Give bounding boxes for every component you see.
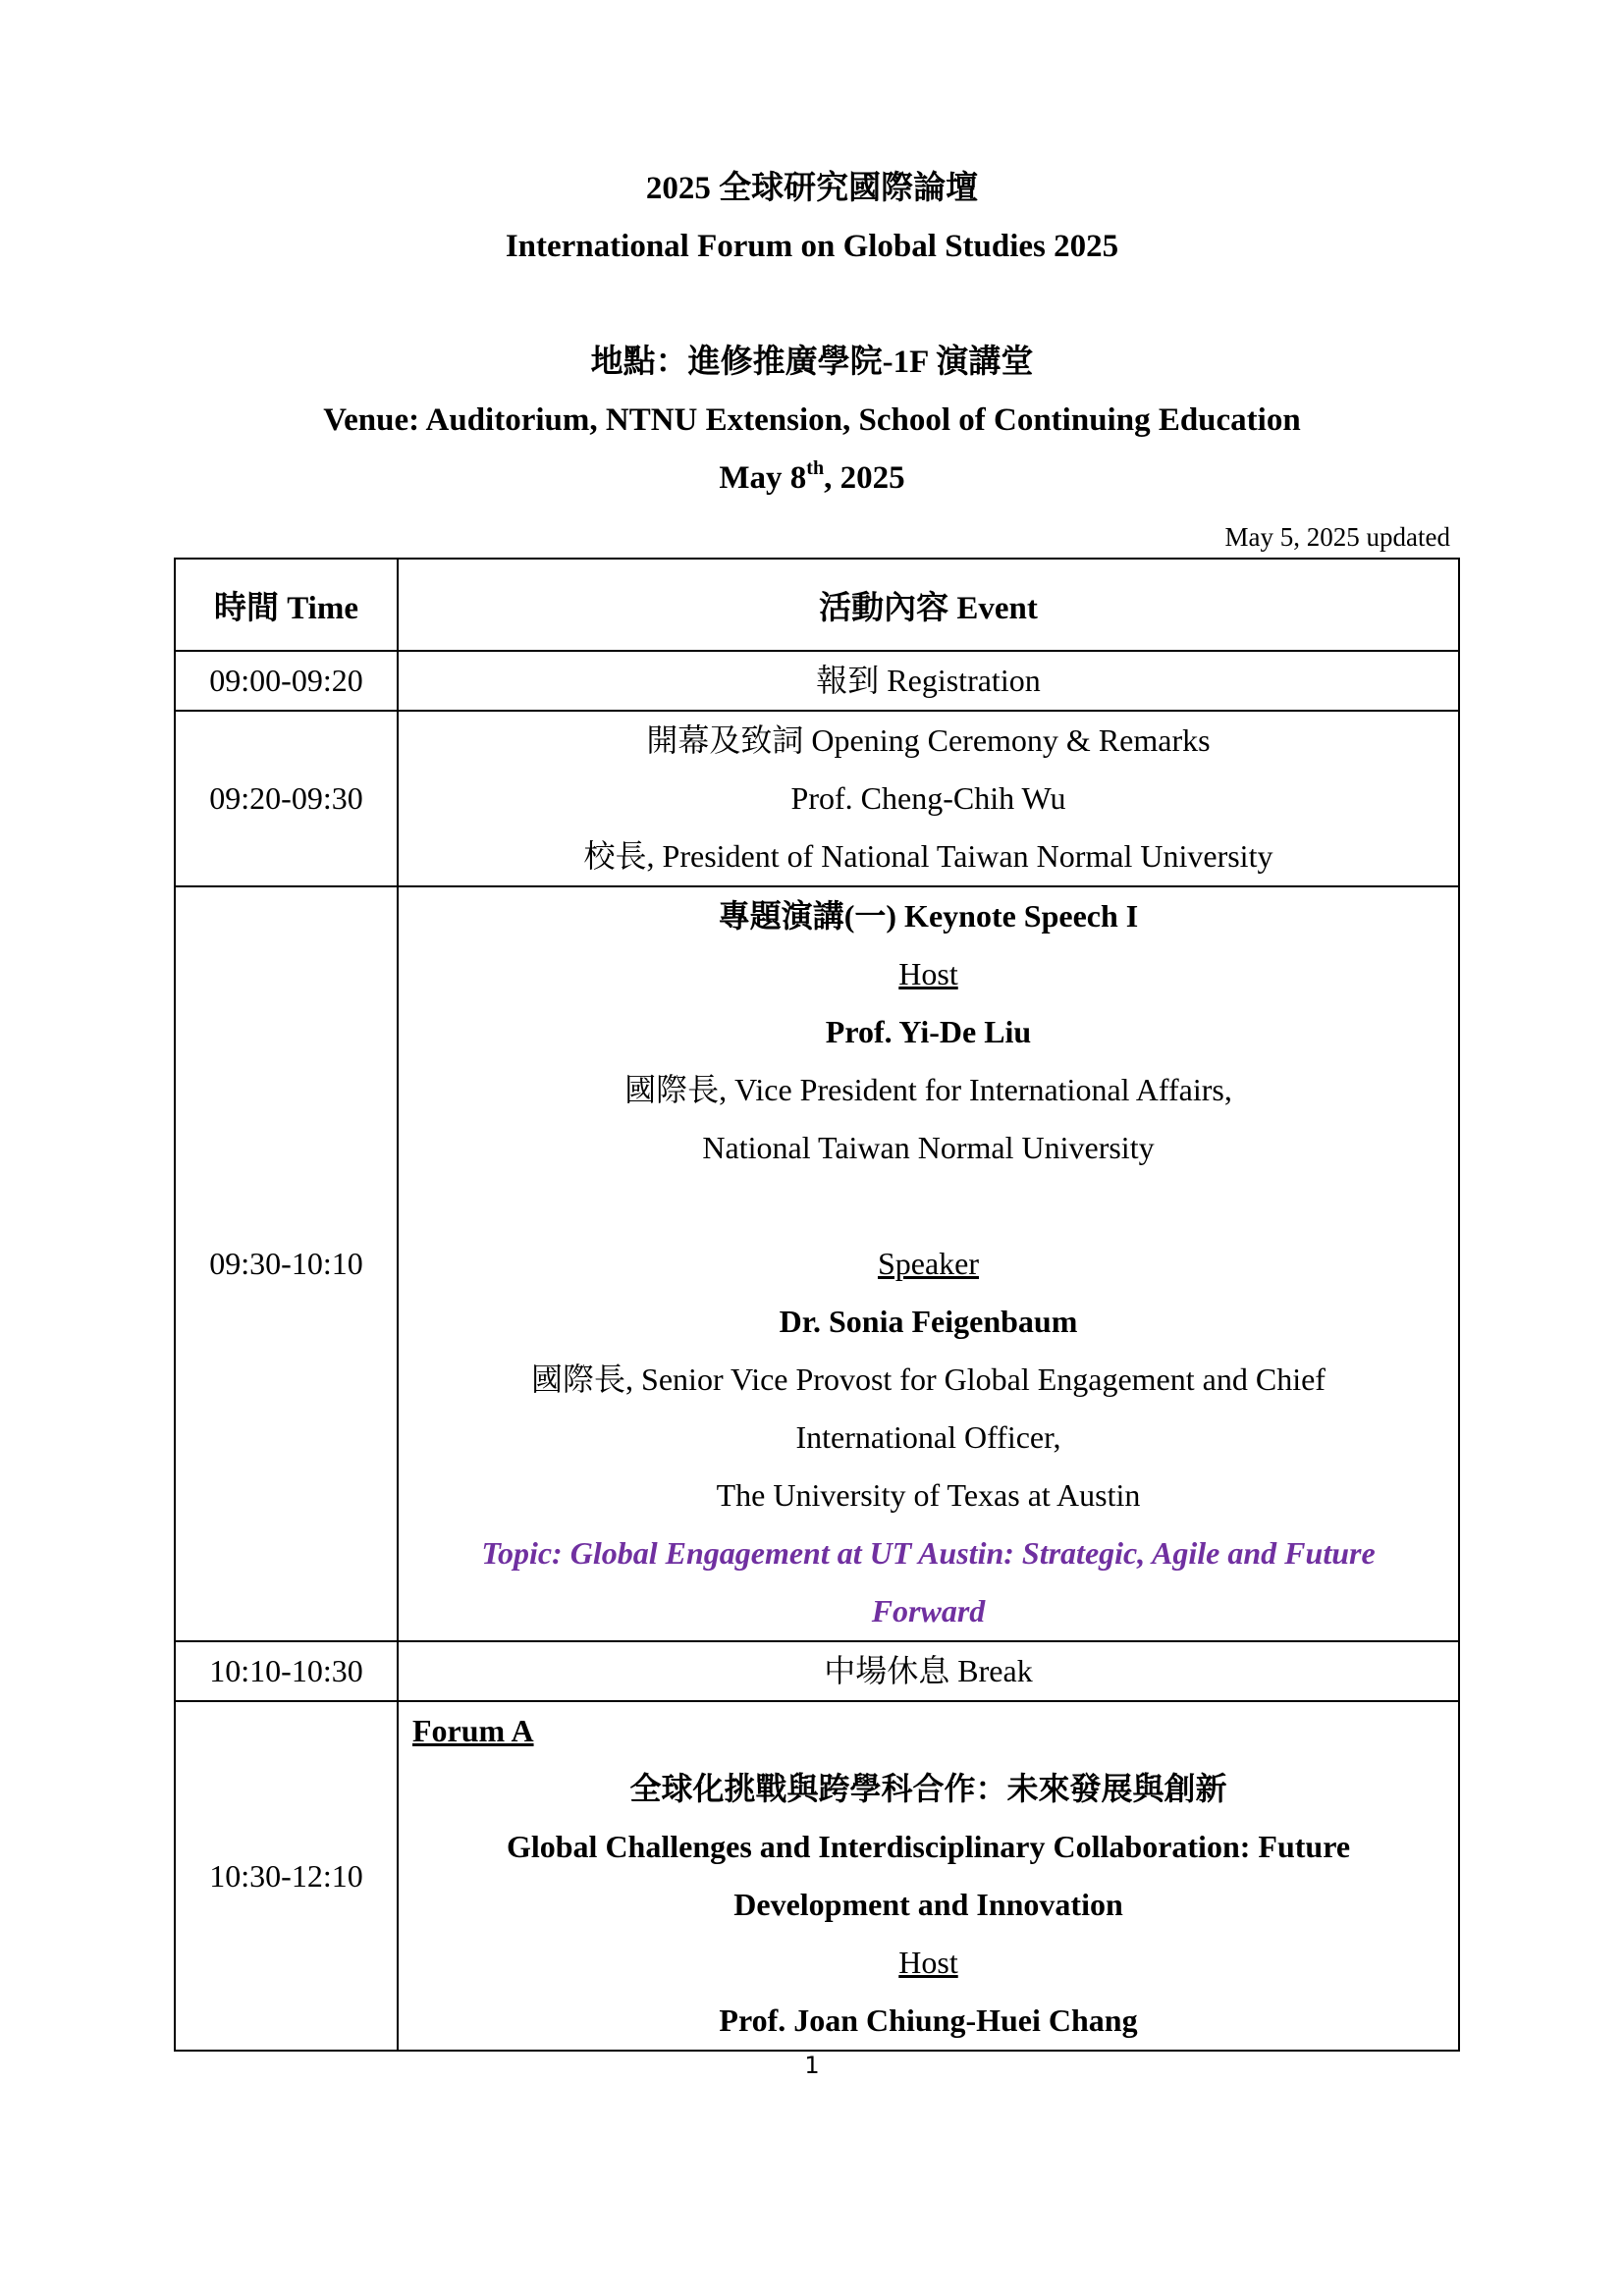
table-header-row xyxy=(175,559,1459,651)
spacer xyxy=(399,1177,1458,1235)
host-affiliation: 國際長, Vice President for International Affairs, xyxy=(624,1072,1232,1107)
speaker-affiliation: International Officer, xyxy=(795,1419,1061,1455)
host-affiliation: National Taiwan Normal University xyxy=(702,1130,1155,1165)
forum-title-english: Global Challenges and Interdisciplinary Collaboration: Future xyxy=(506,1829,1351,1864)
forum-title-chinese: 全球化挑戰與跨學科合作：未來發展與創新 xyxy=(629,1771,1227,1806)
time-cell: 09:00-09:20 xyxy=(175,651,398,711)
forum-title-english: Development and Innovation xyxy=(733,1887,1123,1922)
table-row xyxy=(175,711,1459,886)
registration-label: 報到 Registration xyxy=(816,663,1041,698)
time-cell: 10:10-10:30 xyxy=(175,1641,398,1701)
event-date xyxy=(0,458,1624,498)
speaker-affiliation: The University of Texas at Austin xyxy=(716,1477,1141,1513)
event-cell xyxy=(398,651,1459,711)
host-label: Host xyxy=(898,1945,958,1980)
title-chinese: 2025 全球研究國際論壇 xyxy=(645,171,979,206)
page-number: 1 xyxy=(804,2052,820,2079)
column-header-event: 活動內容 Event xyxy=(398,559,1459,651)
venue-chinese: 地點：進修推廣學院-1F 演講堂 xyxy=(590,345,1034,380)
speaker-label: Speaker xyxy=(877,1246,980,1281)
table-row xyxy=(175,1641,1459,1701)
opening-person: Prof. Cheng-Chih Wu xyxy=(790,780,1066,816)
date-suffix: , 2025 xyxy=(824,460,905,496)
topic-line: Topic: Global Engagement at UT Austin: Strategic, Agile and Future xyxy=(481,1535,1376,1571)
event-cell xyxy=(398,1641,1459,1701)
title-english: International Forum on Global Studies 2025 xyxy=(505,229,1119,264)
updated-note: May 5, 2025 updated xyxy=(1224,522,1450,552)
venue-english: Venue: Auditorium, NTNU Extension, School of Continuing Education xyxy=(323,402,1301,438)
event-cell xyxy=(398,711,1459,886)
table-row xyxy=(175,1701,1459,2051)
break-label: 中場休息 Break xyxy=(824,1653,1033,1688)
column-header-time: 時間 Time xyxy=(175,559,398,651)
opening-affiliation: 校長, President of National Taiwan Normal University xyxy=(583,838,1273,874)
host-name: Prof. Joan Chiung-Huei Chang xyxy=(719,2002,1138,2038)
time-cell: 09:30-10:10 xyxy=(175,886,398,1641)
table-row xyxy=(175,886,1459,1641)
speaker-name: Dr. Sonia Feigenbaum xyxy=(779,1304,1078,1339)
table-row xyxy=(175,651,1459,711)
date-prefix: May 8 xyxy=(719,460,807,496)
time-cell: 09:20-09:30 xyxy=(175,711,398,886)
opening-title: 開幕及致詞 Opening Ceremony & Remarks xyxy=(646,722,1211,758)
schedule-table xyxy=(174,558,1460,2052)
speaker-affiliation: 國際長, Senior Vice Provost for Global Engagement and Chief xyxy=(531,1362,1326,1397)
event-cell xyxy=(398,1701,1459,2051)
host-name: Prof. Yi-De Liu xyxy=(825,1014,1032,1049)
keynote-title: 專題演講(一) Keynote Speech I xyxy=(718,898,1139,934)
host-label: Host xyxy=(898,956,958,991)
date-superscript: th xyxy=(806,457,825,479)
time-cell: 10:30-12:10 xyxy=(175,1701,398,2051)
forum-label: Forum A xyxy=(412,1713,534,1748)
event-cell xyxy=(398,886,1459,1641)
topic-line: Forward xyxy=(871,1593,986,1629)
